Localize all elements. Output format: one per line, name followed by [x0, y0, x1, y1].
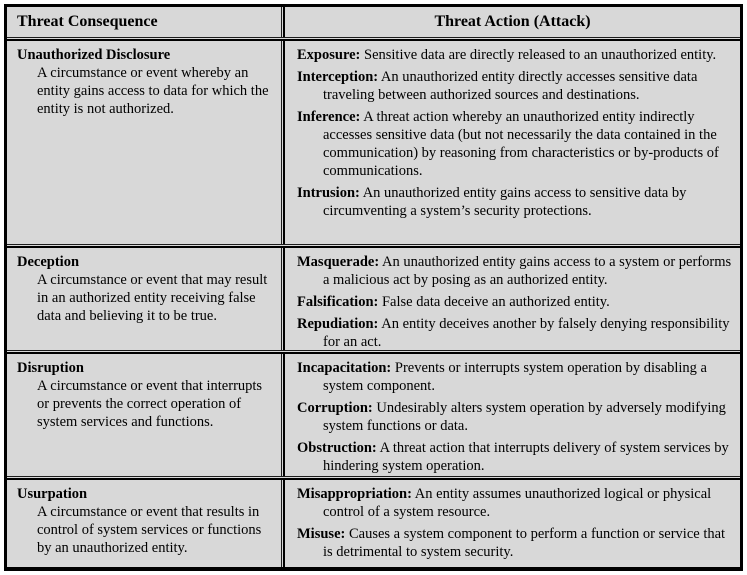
- table-row-unauthorized-disclosure: [7, 41, 740, 244]
- column-header-action: [285, 7, 740, 37]
- action-definition: [285, 359, 734, 395]
- table-header-row: [7, 7, 740, 37]
- action-text: Undesirably alters system operation by adversely modifying system functions or data.: [323, 400, 726, 434]
- table-row-deception: [7, 248, 740, 350]
- action-text: Sensitive data are directly released to an unauthorized entity.: [364, 47, 717, 63]
- action-text: An unauthorized entity gains access to sensitive data by circumventing a system’s security protections.: [323, 185, 687, 219]
- actions-cell: [285, 354, 740, 476]
- consequence-description: A circumstance or event whereby an entity gains access to data for which the entity is not authorized.: [37, 65, 269, 117]
- consequence-title: Unauthorized Disclosure: [17, 47, 171, 63]
- action-text: An unauthorized entity directly accesses sensitive data traveling between authorized sources and destinations.: [323, 69, 698, 103]
- action-definition: [285, 399, 734, 435]
- column-header-consequence: [7, 7, 281, 37]
- column-header-consequence-label: Threat Consequence: [17, 13, 158, 30]
- consequence-cell: [7, 480, 281, 567]
- consequence-title: Disruption: [17, 360, 84, 376]
- action-term: Incapacitation:: [297, 360, 392, 376]
- table-row-usurpation: [7, 480, 740, 567]
- action-term: Obstruction:: [297, 440, 377, 456]
- action-term: Intrusion:: [297, 185, 360, 201]
- action-text: False data deceive an authorized entity.: [381, 294, 610, 310]
- action-term: Interception:: [297, 69, 379, 85]
- action-definition: [285, 68, 734, 104]
- action-definition: [285, 108, 734, 180]
- table-row-disruption: [7, 354, 740, 476]
- column-header-action-label: Threat Action (Attack): [434, 13, 591, 30]
- action-term: Inference:: [297, 109, 361, 125]
- action-term: Masquerade:: [297, 254, 380, 270]
- action-text: Prevents or interrupts system operation by disabling a system component.: [323, 360, 707, 394]
- actions-cell: [285, 248, 740, 350]
- consequence-cell: [7, 248, 281, 350]
- action-term: Corruption:: [297, 400, 373, 416]
- action-term: Falsification:: [297, 294, 379, 310]
- action-definition: [285, 184, 734, 220]
- action-term: Misuse:: [297, 526, 346, 542]
- threat-table: [4, 4, 743, 571]
- action-term: Misappropriation:: [297, 486, 412, 502]
- action-definition: [285, 485, 734, 521]
- consequence-description: A circumstance or event that interrupts or prevents the correct operation of system services and functions.: [37, 378, 263, 430]
- action-definition: [285, 293, 734, 311]
- actions-cell: [285, 41, 740, 244]
- action-text: A threat action whereby an unauthorized entity indirectly accesses sensitive data (but not necessarily the data contained in the communication) by reasoning from characteristics or by-products of communications.: [323, 109, 719, 179]
- action-definition: [285, 525, 734, 561]
- action-definition: [285, 439, 734, 475]
- consequence-cell: [7, 41, 281, 244]
- action-term: Exposure:: [297, 47, 361, 63]
- action-definition: [285, 253, 734, 289]
- action-term: Repudiation:: [297, 316, 379, 332]
- consequence-cell: [7, 354, 281, 476]
- consequence-description: A circumstance or event that results in control of system services or functions by an unauthorized entity.: [37, 504, 262, 556]
- action-text: Causes a system component to perform a function or service that is detrimental to system security.: [323, 526, 726, 560]
- action-text: A threat action that interrupts delivery of system services by hindering system operation.: [323, 440, 729, 474]
- consequence-description: A circumstance or event that may result in an authorized entity receiving false data and believing it to be true.: [37, 272, 268, 324]
- action-definition: [285, 315, 734, 350]
- action-text: An unauthorized entity gains access to a system or performs a malicious act by posing as an authorized entity.: [323, 254, 732, 288]
- action-text: An entity deceives another by falsely denying responsibility for an act.: [323, 316, 730, 350]
- consequence-title: Deception: [17, 254, 80, 270]
- action-definition: [285, 46, 734, 64]
- consequence-title: Usurpation: [17, 486, 88, 502]
- actions-cell: [285, 480, 740, 567]
- action-text: An entity assumes unauthorized logical or physical control of a system resource.: [323, 486, 712, 520]
